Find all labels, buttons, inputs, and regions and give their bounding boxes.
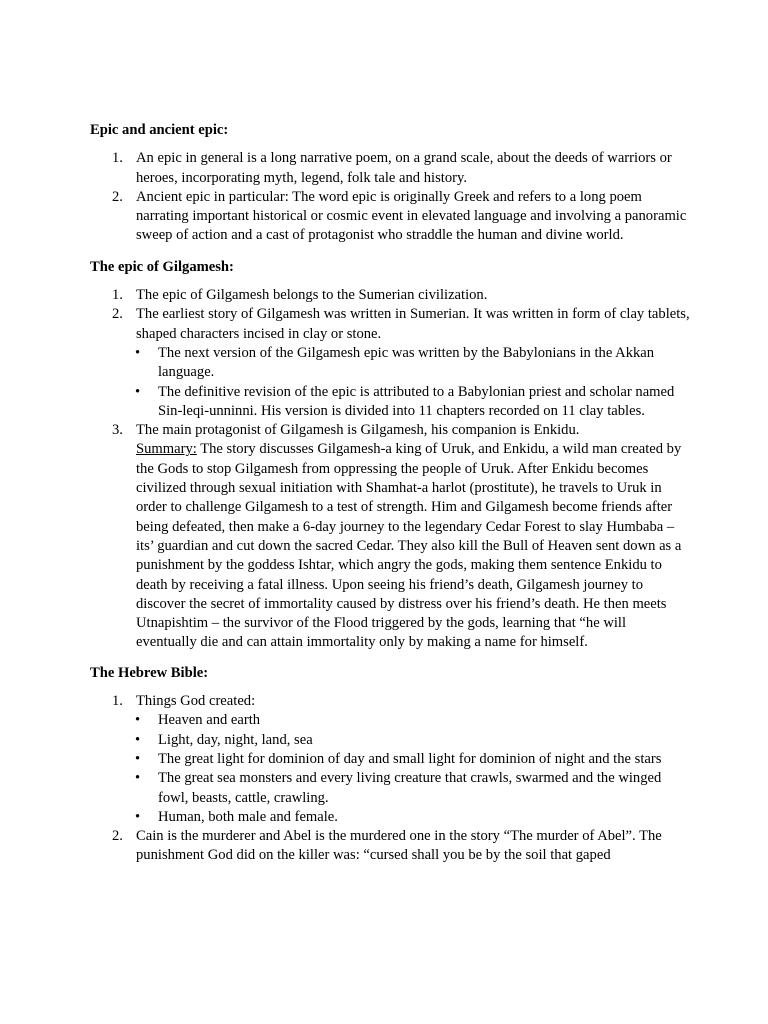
bullet-icon: • — [135, 383, 141, 400]
bullet-item — [136, 344, 690, 383]
bullet-icon: • — [135, 770, 141, 787]
section-heading: Epic and ancient epic: — [90, 122, 229, 138]
list-number: 2. — [112, 828, 123, 845]
bullet-item — [136, 750, 690, 769]
list-number: 1. — [112, 287, 123, 304]
list-number: 3. — [112, 422, 123, 439]
list-item-text: An epic in general is a long narrative poem, on a grand scale, about the deeds of warriors or heroes, incorporating myth, legend, folk tale and history. — [136, 150, 672, 186]
bullet-icon: • — [135, 731, 141, 748]
bullet-text: The great sea monsters and every living creature that crawls, swarmed and the winged fowl, beasts, cattle, crawling. — [158, 770, 662, 806]
list-item — [90, 286, 690, 305]
list-item-text: Ancient epic in particular: The word epic is originally Greek and refers to a long poem narrating important historical or cosmic event in elevated language and involving a panoramic sweep of action and a cast of protagonist who straddle the human and divine world. — [136, 188, 687, 244]
section-heading: The epic of Gilgamesh: — [90, 258, 234, 275]
list-item-text: The main protagonist of Gilgamesh is Gilgamesh, his companion is Enkidu. — [136, 422, 580, 439]
document-page — [90, 121, 690, 876]
list-item — [90, 421, 690, 653]
section-epic-of-gilgamesh — [90, 258, 690, 653]
section-epic-and-ancient-epic — [90, 121, 690, 246]
bullet-text: Human, both male and female. — [158, 808, 338, 825]
list-item-text: Cain is the murderer and Abel is the murdered one in the story “The murder of Abel”. The punishment God did on the killer was: “cursed shall you be by the soil that gaped — [136, 828, 662, 864]
bullet-icon: • — [135, 750, 141, 767]
bullet-icon: • — [135, 712, 141, 729]
section-hebrew-bible — [90, 664, 690, 866]
list-number: 2. — [112, 306, 123, 323]
list-item-text: The earliest story of Gilgamesh was written in Sumerian. It was written in form of clay tablets, shaped characters incised in clay or stone. — [136, 306, 690, 342]
numbered-list — [90, 286, 690, 653]
list-item — [90, 188, 690, 246]
summary-text: The story discusses Gilgamesh-a king of Uruk, and Enkidu, a wild man created by the Gods to stop Gilgamesh from oppressing the people of Uruk. After Enkidu becomes civilized through sexual initiation with Shamhat-a harlot (prostitute), he travels to Uruk in order to challenge Gilgamesh to a test of strength. Him and Gilgamesh become friends after being defeated, then make a 6-day journey to the legendary Cedar Forest to slay Humbaba – its’ guardian and cut down the sacred Cedar. They also kill the Bull of Heaven sent down as a punishment by the goddess Ishtar, which angry the gods, making them sentence Enkidu to death by receiving a fatal illness. Upon seeing his friend’s death, Gilgamesh journey to discover the secret of immortality caused by distress over his friend’s death. He then meets Utnapishtim – the survivor of the Flood triggered by the gods, learning that “he will eventually die and can attain immortality only by making a name for himself. — [136, 441, 682, 651]
section-heading: The Hebrew Bible: — [90, 664, 209, 681]
bullet-text: Heaven and earth — [158, 712, 261, 729]
bullet-icon: • — [135, 808, 141, 825]
numbered-list — [90, 692, 690, 866]
bullet-item — [136, 769, 690, 808]
list-item — [90, 692, 690, 827]
list-item — [90, 305, 690, 421]
list-number: 2. — [112, 188, 123, 205]
bullet-item — [136, 711, 690, 730]
bullet-item — [136, 808, 690, 827]
bullet-list — [136, 344, 690, 421]
list-item-text: Things God created: — [136, 693, 256, 710]
list-number: 1. — [112, 150, 123, 167]
summary-label: Summary: — [136, 441, 197, 458]
bullet-item — [136, 731, 690, 750]
bullet-item — [136, 383, 690, 422]
bullet-text: The great light for dominion of day and small light for dominion of night and the stars — [158, 750, 662, 767]
list-item — [90, 827, 690, 866]
bullet-icon: • — [135, 344, 141, 361]
bullet-list — [136, 711, 690, 827]
list-number: 1. — [112, 693, 123, 710]
bullet-text: Light, day, night, land, sea — [158, 731, 313, 748]
numbered-list — [90, 149, 690, 245]
list-item-text: The epic of Gilgamesh belongs to the Sumerian civilization. — [136, 287, 488, 304]
bullet-text: The next version of the Gilgamesh epic was written by the Babylonians in the Akkan language. — [158, 344, 655, 381]
bullet-text: The definitive revision of the epic is attributed to a Babylonian priest and scholar named Sin-leqi-unninni. His version is divided into 11 chapters recorded on 11 clay tables. — [158, 383, 675, 419]
list-item — [90, 149, 690, 188]
